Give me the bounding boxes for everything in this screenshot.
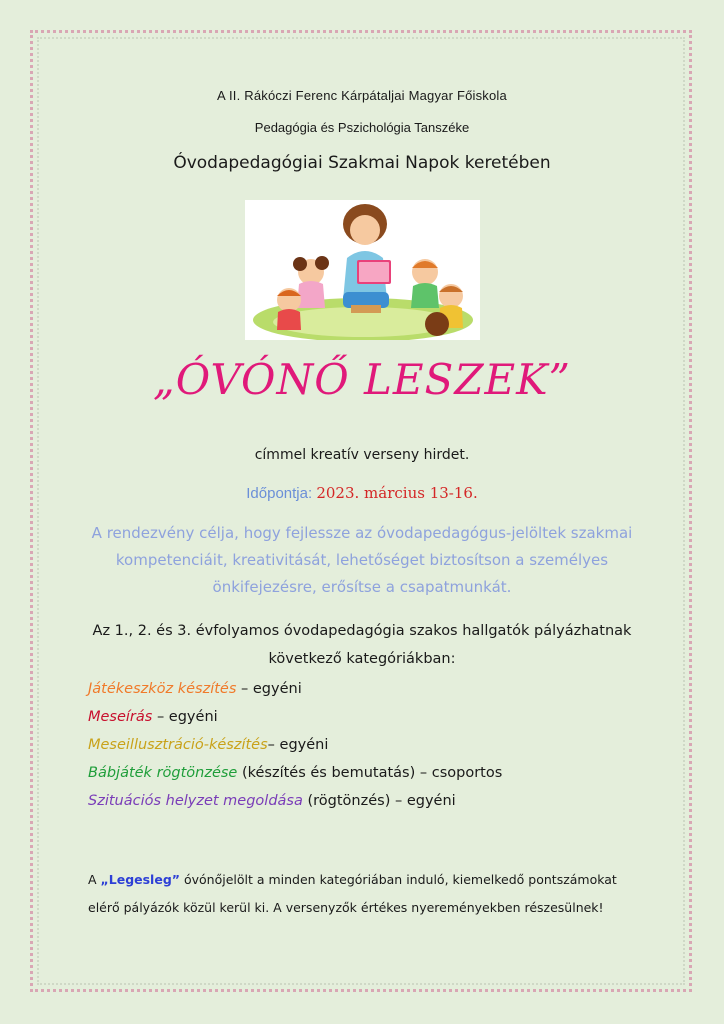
category-name: Meseírás [88,709,153,725]
category-item [88,759,648,787]
footer-rest: óvónőjelölt a minden kategóriában induló, kiemelkedő pontszámokat elérő pályázók közül kerül ki. A versenyzők értékes nyereményekben részesülnek! [88,872,617,915]
department-name: Pedagógia és Pszichológia Tanszéke [254,120,470,135]
footer-note [88,866,648,922]
category-name: Meseillusztráció-készítés [88,737,268,753]
subtitle: címmel kreatív verseny hirdet. [254,447,470,463]
eligibility-intro: Az 1., 2. és 3. évfolyamos óvodapedagógia szakos hallgatók pályázhatnak következő kategóriákban: [92,623,632,667]
footer-prefix: A [88,872,101,887]
category-name: Szituációs helyzet megoldása [88,793,303,809]
category-list [88,675,648,815]
footer-highlight: „Legesleg” [100,872,180,887]
category-suffix: – egyéni [267,737,329,753]
event-name: Óvodapedagógiai Szakmai Napok keretében [173,153,551,173]
institution-name: A II. Rákóczi Ferenc Kárpátaljai Magyar Főiskola [217,88,507,103]
category-extra: (készítés és bemutatás) [237,765,416,781]
category-suffix: – csoportos [415,765,503,781]
category-name: Bábjáték rögtönzése [88,765,238,781]
teacher-reading-illustration [245,200,480,340]
page-border [30,30,692,992]
date-value: 2023. március 13-16. [316,484,478,502]
category-item [88,703,648,731]
category-name: Játékeszköz készítés [88,681,237,697]
category-item [88,787,648,815]
category-suffix: – egyéni [152,709,218,725]
category-extra: (rögtönzés) [302,793,391,809]
date-label: Időpontja [246,485,308,502]
main-title: „ÓVÓNŐ LESZEK” [152,355,572,404]
event-purpose: A rendezvény célja, hogy fejlessze az óvodapedagógus-jelöltek szakmai kompetenciáit, kreativitását, lehetőséget biztosítson a személyes önkifejezésre, erősítse a csapatmunkát. [91,524,633,596]
category-suffix: – egyéni [236,681,302,697]
category-suffix: – egyéni [390,793,456,809]
event-date: Időpontja: 2023. március 13-16. [246,484,478,502]
category-item [88,731,648,759]
category-item [88,675,648,703]
